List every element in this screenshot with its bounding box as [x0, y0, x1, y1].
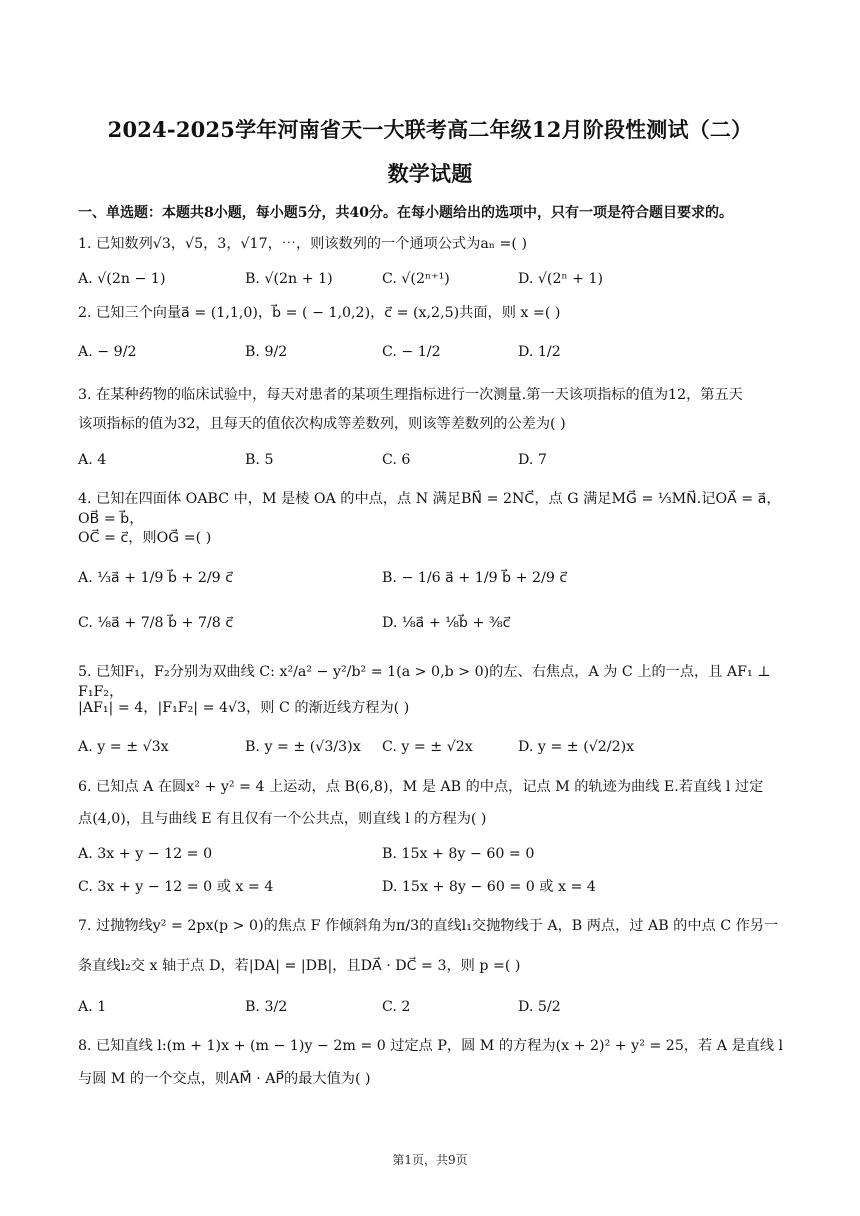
question-3-line-2: 该项指标的值为32，且每天的值依次构成等差数列，则该等差数列的公差为( ) — [78, 416, 566, 432]
q4-option-a: A. ⅓a⃗ + 1/9 b⃗ + 2/9 c⃗ — [78, 570, 234, 586]
q4-option-c: C. ⅛a⃗ + 7/8 b⃗ + 7/8 c⃗ — [78, 615, 234, 631]
q4-option-b: B. − 1/6 a⃗ + 1/9 b⃗ + 2/9 c⃗ — [382, 570, 568, 586]
section-header: 一、单选题：本题共8小题，每小题5分，共40分。在每小题给出的选项中，只有一项是符合题目要求的。 — [78, 205, 733, 221]
question-7-line-2: 条直线l₂交 x 轴于点 D，若|DA| = |DB|，且DA⃗ · DC⃗ = 3，则 p =( ) — [78, 958, 521, 974]
q3-option-a: A. 4 — [78, 452, 107, 468]
q7-option-b: B. 3/2 — [245, 999, 288, 1015]
q7-option-d: D. 5/2 — [518, 999, 561, 1015]
q5-option-c: C. y = ± √2x — [382, 739, 473, 755]
question-4-line-2: OC⃗ = c⃗，则OG⃗ =( ) — [78, 530, 212, 546]
q5-option-d: D. y = ± (√2/2)x — [518, 739, 635, 755]
question-6-line-1: 6. 已知点 A 在圆x² + y² = 4 上运动，点 B(6,8)，M 是 AB 的中点，记点 M 的轨迹为曲线 E.若直线 l 过定 — [78, 779, 764, 795]
q6-option-b: B. 15x + 8y − 60 = 0 — [382, 846, 535, 862]
q3-option-d: D. 7 — [518, 452, 547, 468]
q5-option-b: B. y = ± (√3/3)x — [245, 739, 361, 755]
question-8-line-1: 8. 已知直线 l:(m + 1)x + (m − 1)y − 2m = 0 过定点 P，圆 M 的方程为(x + 2)² + y² = 25，若 A 是直线 l — [78, 1038, 784, 1054]
q4-option-d: D. ⅛a⃗ + ⅛b⃗ + ⅜c⃗ — [382, 615, 511, 631]
question-3-line-1: 3. 在某种药物的临床试验中，每天对患者的某项生理指标进行一次测量.第一天该项指标的值为12，第五天 — [78, 387, 743, 403]
q7-option-c: C. 2 — [382, 999, 411, 1015]
q3-option-b: B. 5 — [245, 452, 274, 468]
q3-option-c: C. 6 — [382, 452, 411, 468]
q2-option-a: A. − 9/2 — [78, 344, 137, 360]
exam-title: 2024-2025学年河南省天一大联考高二年级12月阶段性测试（二） — [107, 117, 753, 142]
question-6-line-2: 点(4,0)，且与曲线 E 有且仅有一个公共点，则直线 l 的方程为( ) — [78, 811, 487, 827]
q6-option-d: D. 15x + 8y − 60 = 0 或 x = 4 — [382, 879, 596, 895]
q7-option-a: A. 1 — [78, 999, 107, 1015]
q2-option-d: D. 1/2 — [518, 344, 561, 360]
question-2: 2. 已知三个向量a⃗ = (1,1,0)，b⃗ = ( − 1,0,2)，c⃗ = (x,2,5)共面，则 x =( ) — [78, 305, 561, 321]
q1-option-a: A. √(2n − 1) — [78, 271, 166, 287]
q1-option-b: B. √(2n + 1) — [245, 271, 333, 287]
question-1: 1. 已知数列√3，√5，3，√17，⋯，则该数列的一个通项公式为aₙ =( ) — [78, 236, 528, 252]
page-footer: 第1页，共9页 — [392, 1153, 468, 1167]
question-8-line-2: 与圆 M 的一个交点，则AM⃗ · AP⃗的最大值为( ) — [78, 1071, 371, 1087]
question-5-line-2: |AF₁| = 4，|F₁F₂| = 4√3，则 C 的渐近线方程为( ) — [78, 700, 410, 716]
q1-option-d: D. √(2ⁿ + 1) — [518, 271, 604, 287]
exam-subject: 数学试题 — [387, 161, 473, 186]
q6-option-c: C. 3x + y − 12 = 0 或 x = 4 — [78, 879, 274, 895]
question-5-line-1: 5. 已知F₁，F₂分别为双曲线 C: x²/a² − y²/b² = 1(a > 0,b > 0)的左、右焦点，A 为 C 上的一点，且 AF₁ ⊥ F₁F₂， — [78, 664, 771, 700]
q2-option-c: C. − 1/2 — [382, 344, 441, 360]
q6-option-a: A. 3x + y − 12 = 0 — [78, 846, 213, 862]
q2-option-b: B. 9/2 — [245, 344, 288, 360]
q5-option-a: A. y = ± √3x — [78, 739, 169, 755]
q1-option-c: C. √(2ⁿ⁺¹) — [382, 271, 450, 287]
question-7-line-1: 7. 过抛物线y² = 2px(p > 0)的焦点 F 作倾斜角为π/3的直线l₁交抛物线于 A，B 两点，过 AB 的中点 C 作另一 — [78, 918, 779, 934]
question-4-line-1: 4. 已知在四面体 OABC 中，M 是棱 OA 的中点，点 N 满足BN⃗ = 2NC⃗，点 G 满足MG⃗ = ⅓MN⃗.记OA⃗ = a⃗，OB⃗ = b⃗， — [78, 491, 781, 527]
